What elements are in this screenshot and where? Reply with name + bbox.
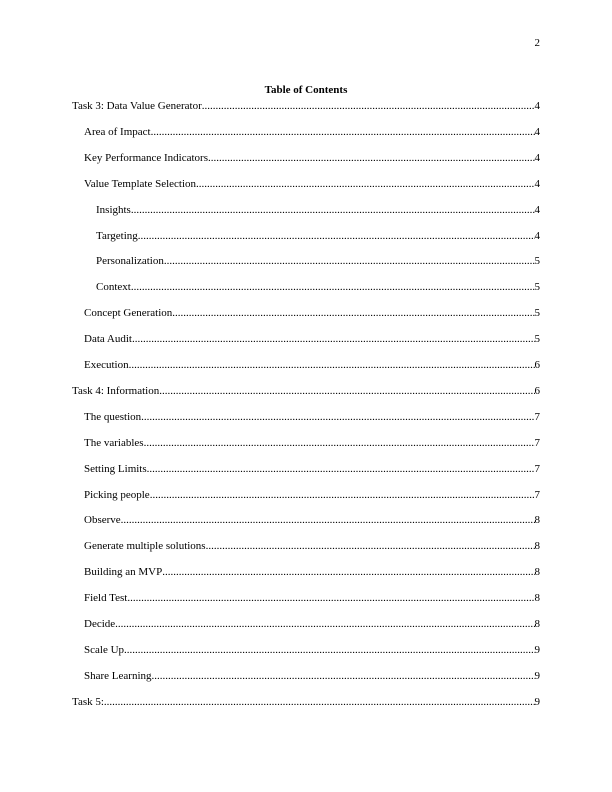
- toc-entry-page: 4: [534, 100, 540, 112]
- toc-entry-text: Value Template Selection: [84, 177, 197, 190]
- toc-dot-leader: [172, 306, 534, 320]
- toc-dot-leader: [208, 151, 534, 165]
- toc-entry-text: Setting Limits: [84, 462, 147, 475]
- toc-entry-page: 9: [534, 643, 540, 656]
- toc-dot-leader: [121, 513, 535, 527]
- toc-dot-leader: [150, 488, 535, 502]
- toc-entry[interactable]: [72, 695, 540, 709]
- toc-dot-leader: [164, 254, 535, 268]
- toc-entry-text: Task 3: Data Value Generator: [72, 100, 202, 112]
- toc-entry-text: Field Test: [84, 592, 128, 605]
- toc-entry[interactable]: [84, 410, 540, 424]
- toc-dot-leader: [151, 125, 535, 139]
- toc-entry[interactable]: [84, 125, 540, 139]
- toc-entry-text: Area of Impact: [84, 125, 151, 138]
- toc-dot-leader: [138, 229, 535, 243]
- toc-entry[interactable]: [84, 462, 540, 476]
- toc-entry-page: 5: [534, 281, 540, 294]
- toc-entry-page: 7: [534, 462, 540, 475]
- toc-dot-leader: [159, 384, 534, 398]
- toc-entry-text: Concept Generation: [84, 307, 173, 320]
- toc-entry[interactable]: [72, 384, 540, 398]
- toc-entry[interactable]: [84, 617, 540, 631]
- toc-entry-page: 8: [534, 592, 540, 605]
- toc-dot-leader: [129, 358, 535, 372]
- toc-entry-page: 7: [534, 488, 540, 501]
- toc-dot-leader: [147, 462, 535, 476]
- toc-entry-text: Task 5:: [72, 695, 104, 708]
- toc-entry-text: Picking people: [84, 488, 150, 501]
- toc-entry-page: 9: [534, 695, 540, 708]
- toc-entry-page: 4: [534, 177, 540, 190]
- toc-entry-text: Personalization: [96, 255, 164, 268]
- toc-entry[interactable]: [84, 306, 540, 320]
- toc-entry[interactable]: [84, 513, 540, 527]
- toc-dot-leader: [127, 591, 534, 605]
- toc-entry-page: 4: [534, 203, 540, 216]
- toc-entry-text: Data Audit: [84, 333, 132, 346]
- toc-entry[interactable]: [84, 151, 540, 165]
- toc-entry[interactable]: [96, 280, 540, 294]
- toc-dot-leader: [132, 332, 535, 346]
- toc-entry-text: The question: [84, 410, 142, 423]
- toc-entry-text: Building an MVP: [84, 566, 163, 579]
- toc-entry[interactable]: [84, 177, 540, 191]
- toc-entry[interactable]: [84, 591, 540, 605]
- toc-dot-leader: [162, 565, 534, 579]
- toc-dot-leader: [124, 643, 534, 657]
- toc-dot-leader: [196, 177, 534, 191]
- toc-entry-text: Execution: [84, 359, 129, 371]
- toc-entry[interactable]: [96, 229, 540, 243]
- toc-entry-page: 4: [534, 125, 540, 138]
- toc-entry-text: Task 4: Information: [72, 384, 160, 397]
- toc-entry-text: Decide: [84, 618, 116, 630]
- toc-entry-page: 5: [534, 307, 540, 320]
- toc-entry-page: 4: [534, 229, 540, 242]
- toc-entry-text: Scale Up: [84, 643, 125, 656]
- toc-entry-page: 7: [534, 436, 540, 449]
- toc-entry-page: 9: [534, 669, 540, 682]
- toc-entry-page: 7: [534, 410, 540, 423]
- toc-entry[interactable]: [84, 565, 540, 579]
- toc-entry-page: 8: [534, 514, 540, 527]
- toc-title: Table of Contents: [264, 84, 348, 96]
- toc-entry-text: Context: [96, 281, 131, 294]
- toc-dot-leader: [152, 669, 535, 683]
- toc-dot-leader: [104, 695, 535, 709]
- toc-entry[interactable]: [72, 99, 540, 113]
- toc-dot-leader: [131, 280, 535, 294]
- toc-dot-leader: [115, 617, 534, 631]
- toc-dot-leader: [131, 203, 535, 217]
- toc-entry[interactable]: [96, 203, 540, 217]
- toc-entry-page: 5: [534, 333, 540, 346]
- toc-entry-page: 6: [534, 359, 540, 371]
- toc-entry[interactable]: [84, 669, 540, 683]
- toc-entry-page: 6: [534, 384, 540, 397]
- toc-entry-page: 4: [534, 151, 540, 164]
- toc-entry[interactable]: [96, 254, 540, 268]
- toc-entry[interactable]: [84, 436, 540, 450]
- toc-dot-leader: [141, 410, 534, 424]
- toc-dot-leader: [144, 436, 535, 450]
- page-number: 2: [534, 37, 540, 49]
- toc-entry-text: Key Performance Indicators: [84, 151, 209, 164]
- toc-entry[interactable]: [84, 643, 540, 657]
- toc-entry[interactable]: [84, 332, 540, 346]
- toc-entry-text: Share Learning: [84, 669, 152, 682]
- toc-entry-page: 8: [534, 566, 540, 579]
- toc-entry-text: The variables: [84, 436, 144, 449]
- toc-entry-page: 8: [534, 540, 540, 553]
- toc-entry[interactable]: [84, 488, 540, 502]
- toc-entry[interactable]: [84, 358, 540, 372]
- toc-entry-text: Insights: [96, 203, 131, 216]
- toc-entry[interactable]: [84, 539, 540, 553]
- toc-dot-leader: [202, 99, 535, 113]
- toc-entry-page: 8: [534, 618, 540, 630]
- toc-dot-leader: [206, 539, 535, 553]
- toc-entry-text: Targeting: [96, 229, 138, 242]
- toc-entry-text: Observe: [84, 514, 121, 527]
- toc-entry-text: Generate multiple solutions: [84, 540, 206, 553]
- toc-entry-page: 5: [534, 255, 540, 268]
